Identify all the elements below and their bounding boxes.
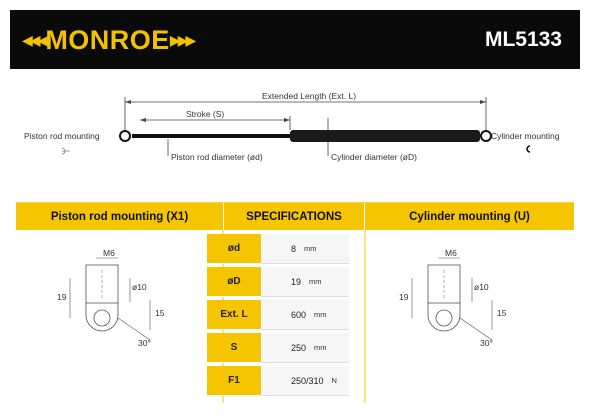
cylinder-mount-icon (527, 146, 530, 152)
cylinder-mounting-label: Cylinder mounting (491, 131, 560, 141)
chevron-right-icon: ▶▶▶ (169, 32, 194, 48)
cylinder-diameter-label: Cylinder diameter (øD) (331, 152, 417, 162)
spec-value: 19 mm (261, 267, 349, 297)
spec-key: øD (207, 267, 261, 297)
left-angle-label: 30° (138, 338, 151, 348)
arrow-right-icon (480, 100, 486, 104)
specifications-header: SPECIFICATIONS (223, 203, 365, 230)
spec-value: 600 mm (261, 300, 349, 330)
piston-rod-mounting-label: Piston rod mounting (24, 131, 100, 141)
spec-value: 250/310 N (261, 366, 349, 396)
spec-key: F1 (207, 366, 261, 396)
rod-eye-mount (120, 131, 130, 141)
left-dim-label: 15 (155, 308, 165, 318)
spec-row (207, 234, 349, 264)
spec-row (207, 333, 349, 363)
piston-mount-icon (62, 148, 70, 154)
right-height-label: 19 (399, 292, 409, 302)
stroke-label: Stroke (S) (186, 109, 225, 119)
extended-length-label: Extended Length (Ext. L) (262, 91, 357, 101)
spec-row (207, 300, 349, 330)
spec-value: 8 mm (261, 234, 349, 264)
spec-key: Ext. L (207, 300, 261, 330)
arrow-right-icon (284, 118, 290, 122)
right-thread-label: M6 (445, 248, 457, 258)
left-thread-label: M6 (103, 248, 115, 258)
spec-key: S (207, 333, 261, 363)
arrow-left-icon (125, 100, 131, 104)
cylinder-mount-header: Cylinder mounting (U) (365, 203, 574, 230)
right-dim-label: 15 (497, 308, 507, 318)
spec-key: ød (207, 234, 261, 264)
left-height-label: 19 (57, 292, 67, 302)
spec-row (207, 267, 349, 297)
right-angle-label: 30° (480, 338, 493, 348)
cylinder-eye-mount (481, 131, 491, 141)
spec-row (207, 366, 349, 396)
spec-value: 250 mm (261, 333, 349, 363)
part-number: ML5133 (484, 28, 562, 51)
left-diameter-label: ø10 (132, 282, 147, 292)
chevron-left-icon: ◀◀◀ (22, 32, 46, 48)
piston-rod-diameter-label: Piston rod diameter (ød) (171, 152, 263, 162)
brand-name: MONROE (45, 25, 170, 55)
piston-mount-header: Piston rod mounting (X1) (16, 203, 223, 230)
cylinder-body (290, 130, 480, 142)
arrow-left-icon (140, 118, 146, 122)
right-diameter-label: ø10 (474, 282, 489, 292)
